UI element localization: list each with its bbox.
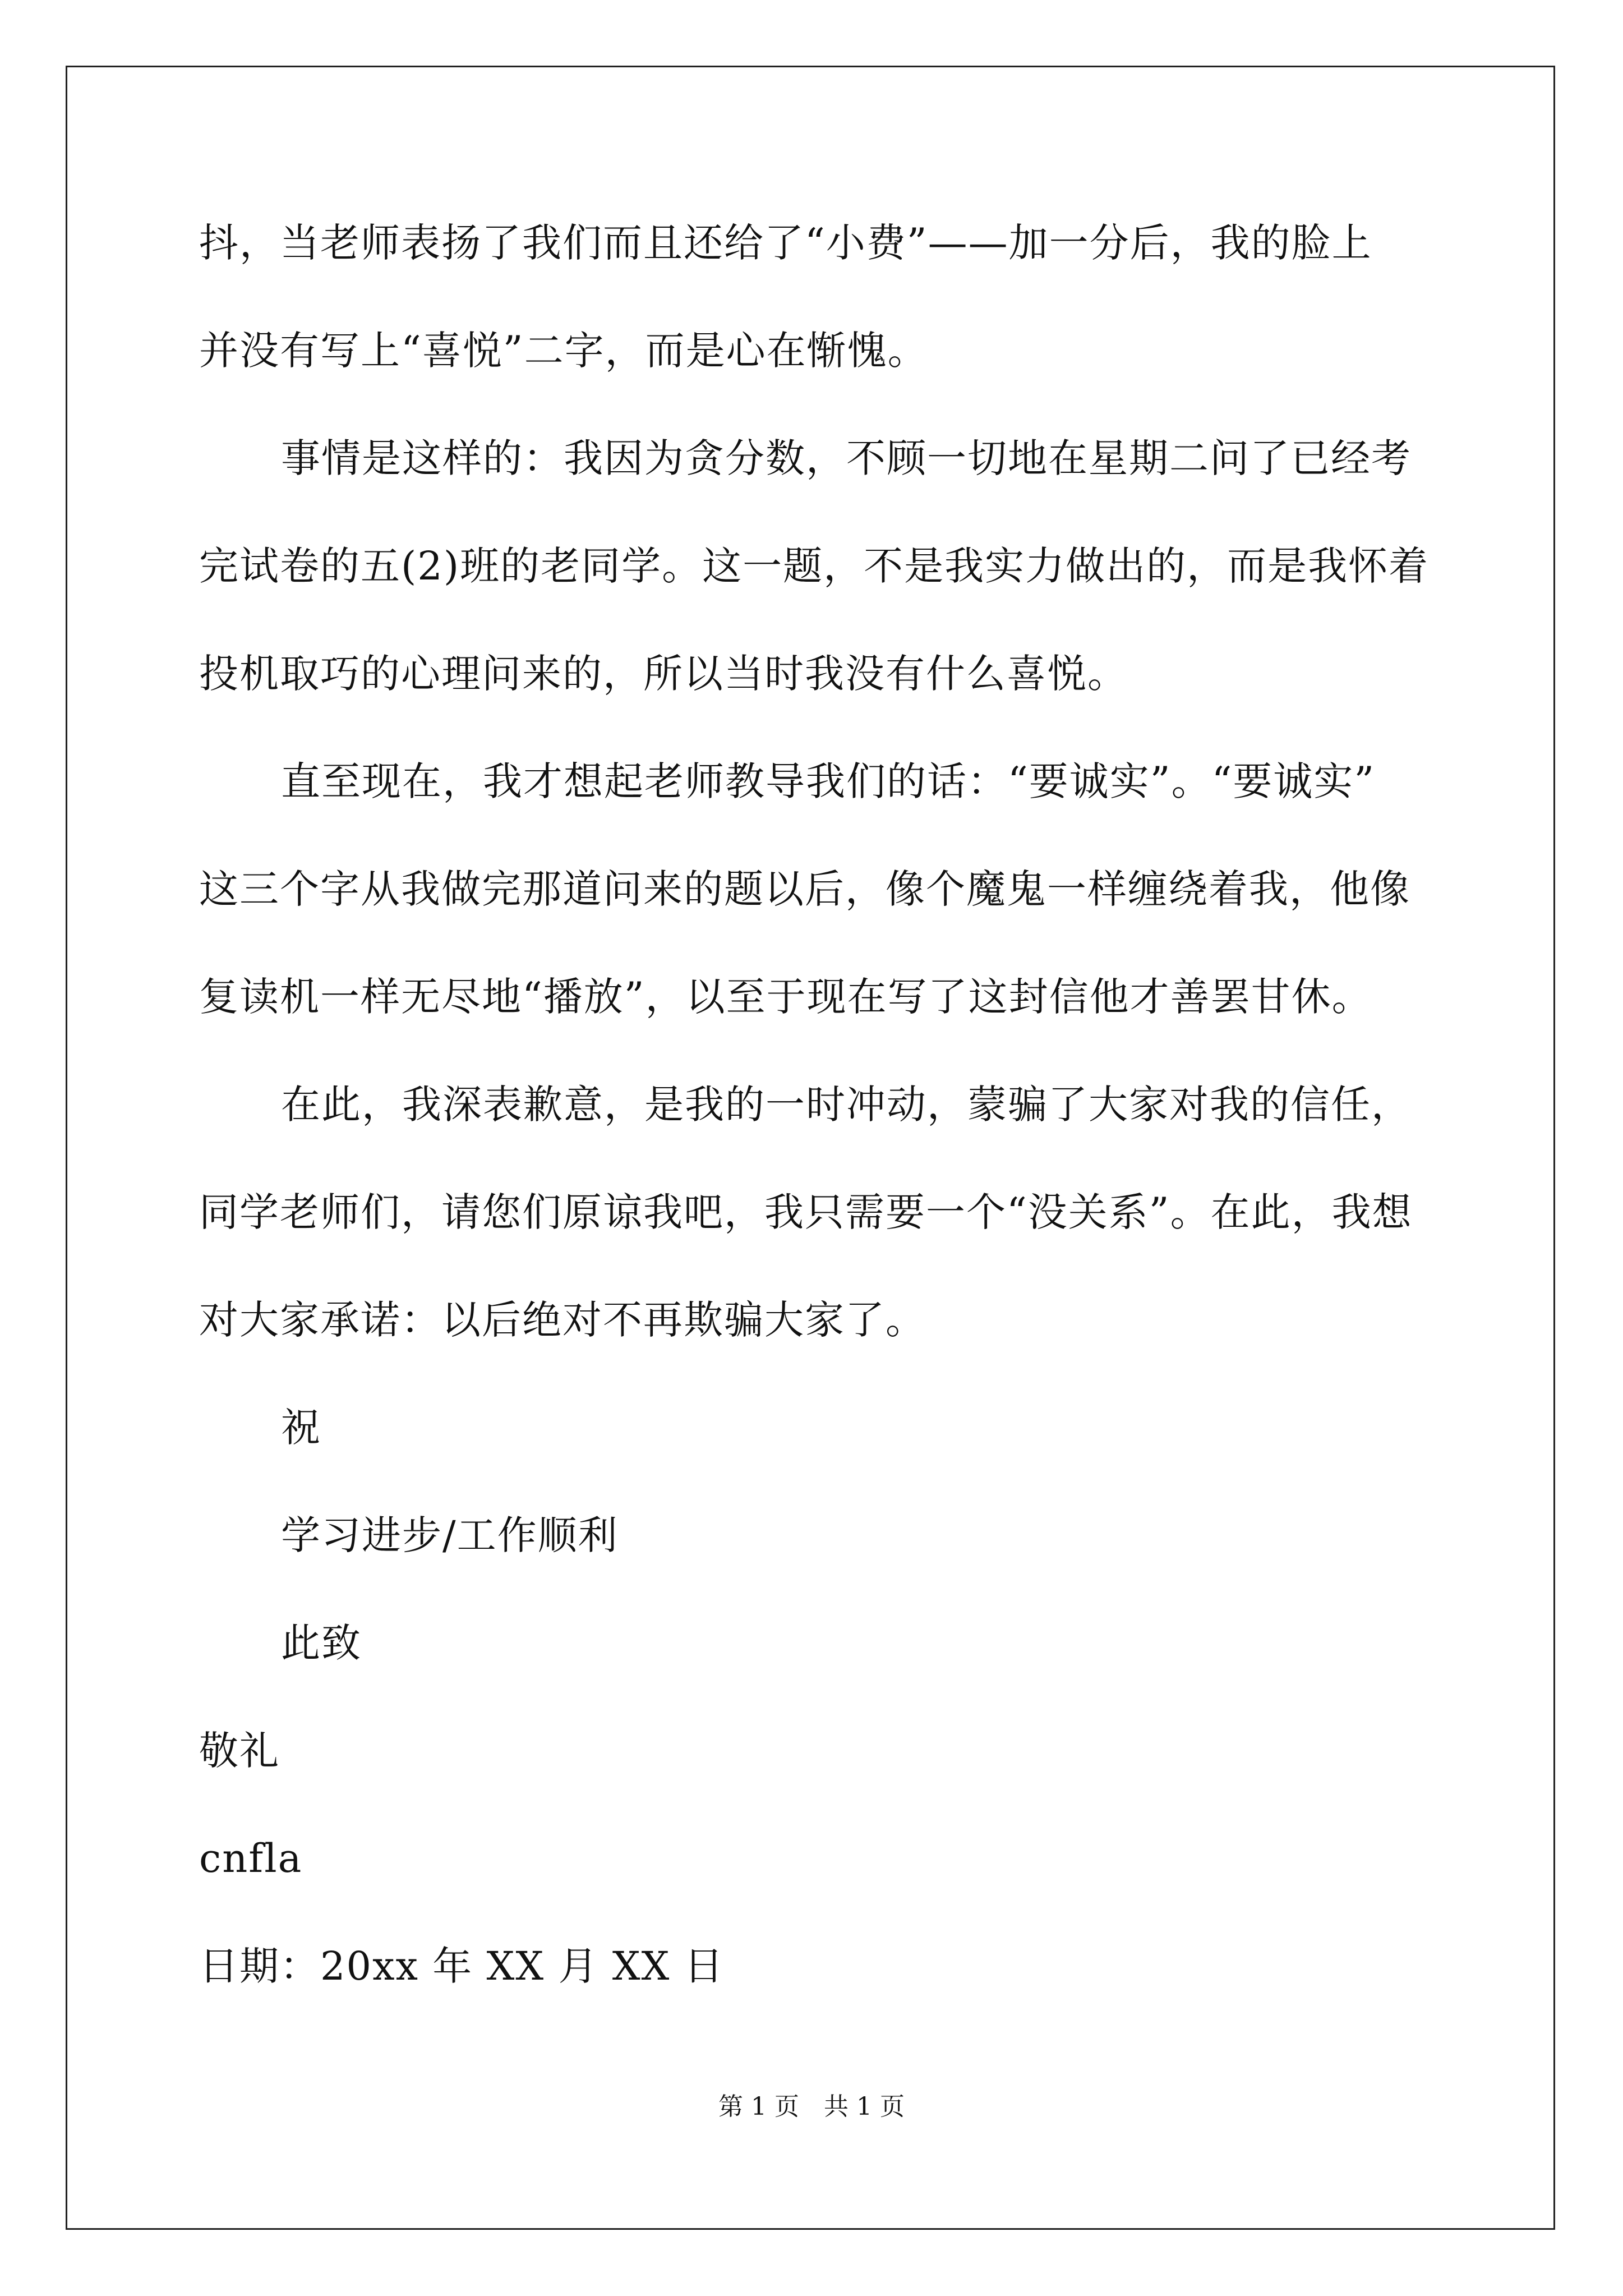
paragraph-4-line-2: 同学老师们，请您们原谅我吧，我只需要一个“没关系”。在此，我想 xyxy=(199,1189,1413,1235)
paragraph-4-line-3: 对大家承诺：以后绝对不再欺骗大家了。 xyxy=(199,1297,926,1343)
paragraph-2-line-3: 投机取巧的心理问来的，所以当时我没有什么喜悦。 xyxy=(199,651,1128,697)
page-footer xyxy=(0,2090,1623,2124)
paragraph-3-line-1: 直至现在，我才想起老师教导我们的话：“要诚实”。“要诚实” xyxy=(281,758,1376,804)
page-number-total: 共 1 页 xyxy=(824,2092,905,2121)
closing-salutation: 此致 xyxy=(281,1620,362,1666)
closing-regards: 敬礼 xyxy=(199,1728,280,1774)
paragraph-4-line-1: 在此，我深表歉意，是我的一时冲动，蒙骗了大家对我的信任， xyxy=(281,1082,1412,1128)
closing-wish: 祝 xyxy=(281,1405,321,1451)
paragraph-3-line-3: 复读机一样无尽地“播放”，以至于现在写了这封信他才善罢甘休。 xyxy=(199,974,1372,1020)
paragraph-3-line-2: 这三个字从我做完那道问来的题以后，像个魔鬼一样缠绕着我，他像 xyxy=(199,866,1410,912)
signature: cnfla xyxy=(199,1835,303,1881)
letter-date: 日期：20xx 年 XX 月 XX 日 xyxy=(199,1943,725,1989)
paragraph-2-line-2: 完试卷的五(2)班的老同学。这一题，不是我实力做出的，而是我怀着 xyxy=(199,543,1430,589)
paragraph-2-line-1: 事情是这样的：我因为贪分数，不顾一切地在星期二问了已经考 xyxy=(281,435,1412,481)
closing-wish-content: 学习进步/工作顺利 xyxy=(281,1512,619,1558)
paragraph-1-line-1: 抖，当老师表扬了我们而且还给了“小费”——加一分后，我的脸上 xyxy=(199,220,1372,266)
page-frame xyxy=(66,66,1555,2230)
paragraph-1-line-2: 并没有写上“喜悦”二字，而是心在惭愧。 xyxy=(199,328,928,374)
page-number-current: 第 1 页 xyxy=(718,2092,799,2121)
